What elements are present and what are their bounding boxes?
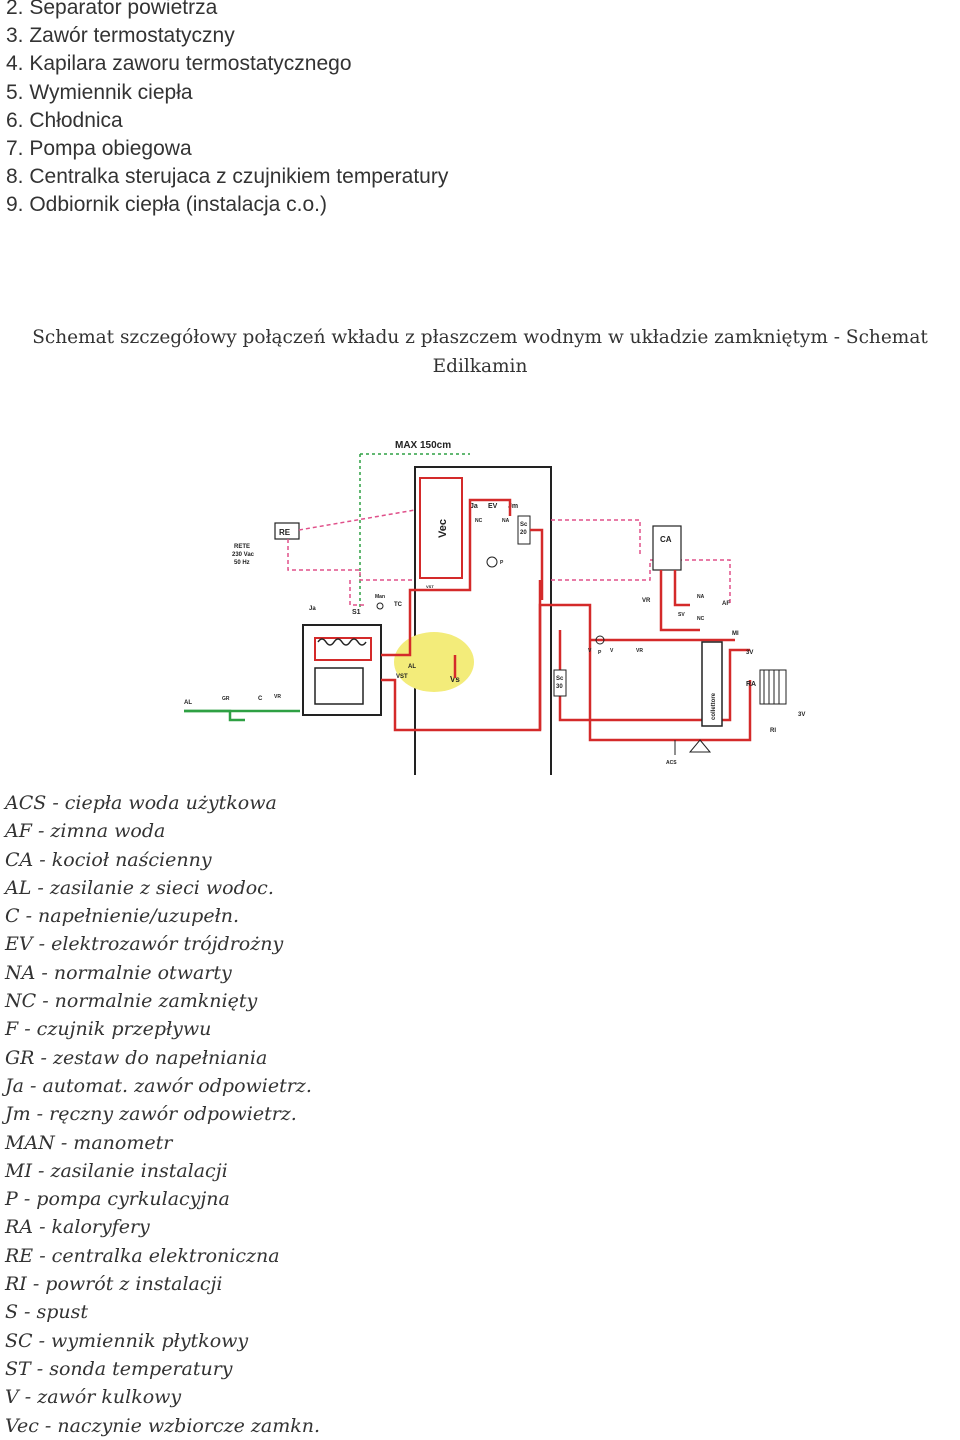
vr-label-2: VR bbox=[636, 648, 643, 654]
list-item: 8. Centralka sterujaca z czujnikiem temperatury bbox=[6, 165, 449, 189]
vr-label-1: VR bbox=[642, 598, 651, 604]
vst-small-label: VST bbox=[426, 584, 434, 589]
legend-item: P - pompa cyrkulacyjna bbox=[5, 1188, 230, 1211]
gr-label: GR bbox=[222, 696, 230, 702]
legend-item: AF - zimna woda bbox=[5, 820, 166, 843]
abbreviation-legend bbox=[5, 789, 320, 1440]
list-item: 4. Kapilara zaworu termostatycznego bbox=[6, 52, 352, 76]
legend-item: MAN - manometr bbox=[5, 1131, 173, 1154]
rete-label-2: 230 Vac bbox=[232, 552, 255, 558]
ra-label: RA bbox=[746, 681, 757, 688]
nc-top-label: NC bbox=[475, 518, 483, 524]
legend-item: MI - zasilanie instalacji bbox=[5, 1159, 228, 1182]
manometer-icon bbox=[377, 603, 383, 609]
list-item: 7. Pompa obiegowa bbox=[6, 137, 192, 161]
outlet-symbol bbox=[690, 740, 710, 752]
ev-label: EV bbox=[488, 503, 498, 510]
pump-icon bbox=[487, 557, 497, 567]
vs-label: Vs bbox=[450, 675, 460, 684]
sv-label: SV bbox=[678, 612, 685, 618]
sc20-label-b: 20 bbox=[520, 530, 527, 536]
vr-label-3: VR bbox=[274, 694, 281, 700]
rete-label-3: 50 Hz bbox=[234, 560, 250, 566]
legend-item: ACS - ciepła woda użytkowa bbox=[5, 792, 277, 814]
sc20-label-a: Sc bbox=[520, 522, 528, 528]
legend-item: C - napełnienie/uzupełn. bbox=[5, 905, 240, 928]
legend-item: V - zawór kulkowy bbox=[5, 1386, 182, 1409]
3v-label-2: 3V bbox=[798, 712, 806, 718]
na-top-label: NA bbox=[502, 518, 510, 524]
sc30-label-a: Sc bbox=[556, 676, 564, 682]
list-item: 2. Separator powietrza bbox=[6, 0, 218, 19]
jm-label: Jm bbox=[508, 503, 519, 510]
numbered-component-list bbox=[6, 0, 448, 220]
collettore-label: collettore bbox=[711, 692, 717, 720]
legend-item: Jm - ręczny zawór odpowietrz. bbox=[5, 1103, 297, 1126]
legend-item: SC - wymiennik płytkowy bbox=[5, 1329, 249, 1352]
radiator-icon bbox=[760, 670, 786, 704]
re-label: RE bbox=[279, 528, 291, 537]
ja-top-label: Ja bbox=[470, 503, 478, 510]
legend-item: RE - centralka elektroniczna bbox=[5, 1244, 280, 1267]
diagram-caption bbox=[0, 324, 960, 381]
legend-item: GR - zestaw do napełniania bbox=[5, 1046, 268, 1069]
ja-left-label: Ja bbox=[309, 606, 316, 612]
cold-water-inlet-pipe bbox=[184, 711, 300, 720]
caption-line-2: Edilkamin bbox=[432, 355, 528, 377]
pump-p-label: P bbox=[500, 560, 504, 566]
na-right-label: NA bbox=[697, 594, 705, 600]
sensor-highlight bbox=[394, 632, 474, 692]
legend-item: NC - normalnie zamknięty bbox=[5, 990, 258, 1013]
heating-schematic-diagram bbox=[170, 430, 820, 775]
p2-label: P bbox=[598, 650, 602, 656]
s1-label: S1 bbox=[352, 609, 361, 616]
ca-label: CA bbox=[660, 535, 672, 544]
legend-item: RI - powrót z instalacji bbox=[5, 1273, 223, 1296]
v1-label: V bbox=[588, 648, 592, 654]
af-label: AF bbox=[722, 601, 730, 607]
al-left-label: AL bbox=[184, 700, 192, 706]
3v-label-1: 3V bbox=[746, 650, 754, 656]
list-item: 9. Odbiornik ciepła (instalacja c.o.) bbox=[6, 193, 327, 217]
plate-exchanger-30 bbox=[554, 670, 566, 696]
acs-label: ACS bbox=[666, 760, 677, 766]
legend-item: AL - zasilanie z sieci wodoc. bbox=[5, 876, 274, 899]
caption-line-1: Schemat szczegółowy połączeń wkładu z płaszczem wodnym w układzie zamkniętym - Schemat bbox=[32, 327, 928, 348]
legend-item: EV - elektrozawór trójdrożny bbox=[5, 933, 284, 956]
list-item: 3. Zawór termostatyczny bbox=[6, 24, 235, 48]
sc30-label-b: 30 bbox=[556, 684, 563, 690]
ri-label: RI bbox=[770, 728, 776, 734]
v2-label: V bbox=[610, 648, 614, 654]
legend-item: S - spust bbox=[5, 1301, 89, 1324]
legend-item: Ja - automat. zawór odpowietrz. bbox=[5, 1074, 312, 1097]
man-label: Man bbox=[375, 594, 385, 600]
nc-right-label: NC bbox=[697, 616, 705, 622]
al-right-label: AL bbox=[408, 664, 416, 670]
vst-label: VST bbox=[396, 674, 408, 680]
vec-label: Vec bbox=[437, 519, 449, 538]
max-label: MAX 150cm bbox=[395, 440, 452, 451]
legend-item: CA - kocioł naścienny bbox=[5, 848, 212, 871]
legend-item: RA - kaloryfery bbox=[5, 1216, 150, 1239]
legend-item: ST - sonda temperatury bbox=[5, 1357, 233, 1380]
tc-label: TC bbox=[394, 602, 402, 608]
list-item: 6. Chłodnica bbox=[6, 108, 123, 132]
rete-label-1: RETE bbox=[234, 544, 251, 550]
legend-item: F - czujnik przepływu bbox=[5, 1018, 212, 1041]
c-label: C bbox=[258, 696, 263, 702]
wall-boiler-ca bbox=[653, 526, 681, 570]
mi-label: MI bbox=[732, 631, 739, 637]
list-item: 5. Wymiennik ciepła bbox=[6, 80, 193, 104]
legend-item: Vec - naczynie wzbiorcze zamkn. bbox=[5, 1414, 321, 1437]
legend-item: NA - normalnie otwarty bbox=[5, 961, 232, 984]
